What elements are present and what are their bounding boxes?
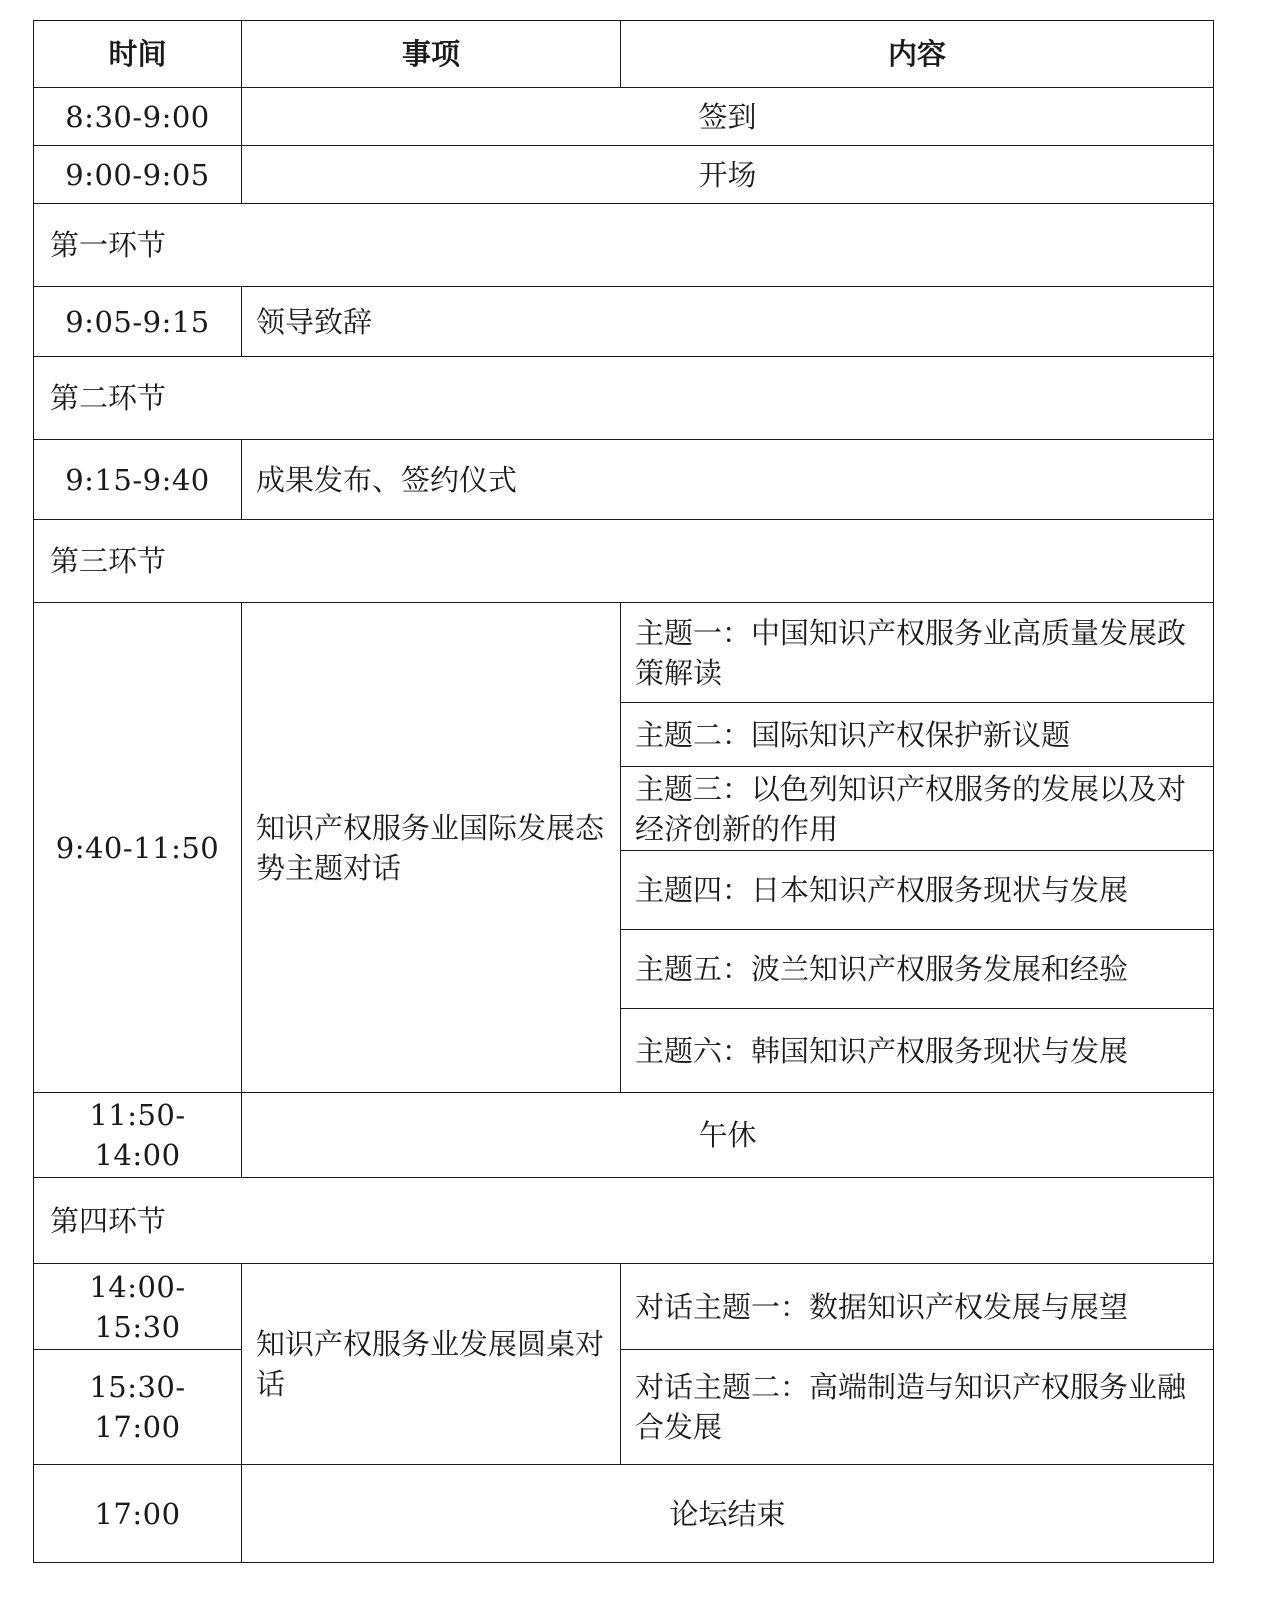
section-row bbox=[34, 204, 1214, 287]
time-cell: 14:00-15:30 bbox=[34, 1264, 242, 1350]
header-time: 时间 bbox=[34, 21, 242, 88]
table-row bbox=[34, 440, 1214, 520]
table-row bbox=[34, 1093, 1214, 1178]
topic-cell: 主题一：中国知识产权服务业高质量发展政策解读 bbox=[621, 603, 1214, 703]
topic-cell: 主题二：国际知识产权保护新议题 bbox=[621, 703, 1214, 767]
item-cell: 知识产权服务业发展圆桌对话 bbox=[242, 1264, 621, 1465]
table-row bbox=[34, 1465, 1214, 1563]
item-cell: 知识产权服务业国际发展态势主题对话 bbox=[242, 603, 621, 1093]
time-cell: 9:05-9:15 bbox=[34, 287, 242, 357]
time-cell: 9:00-9:05 bbox=[34, 146, 242, 204]
table-row bbox=[34, 1350, 1214, 1465]
section-row bbox=[34, 1178, 1214, 1264]
time-cell: 9:40-11:50 bbox=[34, 603, 242, 1093]
topic-cell: 主题六：韩国知识产权服务现状与发展 bbox=[621, 1009, 1214, 1093]
section-title: 第四环节 bbox=[34, 1178, 1214, 1264]
item-cell: 午休 bbox=[242, 1093, 1214, 1178]
item-cell: 论坛结束 bbox=[242, 1465, 1214, 1563]
topic-cell: 对话主题一：数据知识产权发展与展望 bbox=[621, 1264, 1214, 1350]
section-row bbox=[34, 520, 1214, 603]
table-row bbox=[34, 146, 1214, 204]
item-cell: 开场 bbox=[242, 146, 1214, 204]
section-title: 第一环节 bbox=[34, 204, 1214, 287]
time-cell: 8:30-9:00 bbox=[34, 88, 242, 146]
item-cell: 成果发布、签约仪式 bbox=[242, 440, 1214, 520]
time-cell: 17:00 bbox=[34, 1465, 242, 1563]
item-cell: 签到 bbox=[242, 88, 1214, 146]
header-row bbox=[34, 21, 1214, 88]
topic-cell: 主题五：波兰知识产权服务发展和经验 bbox=[621, 930, 1214, 1009]
item-cell: 领导致辞 bbox=[242, 287, 1214, 357]
header-content: 内容 bbox=[621, 21, 1214, 88]
table-row bbox=[34, 88, 1214, 146]
topic-cell: 主题四：日本知识产权服务现状与发展 bbox=[621, 851, 1214, 930]
table-row bbox=[34, 603, 1214, 703]
section-title: 第二环节 bbox=[34, 357, 1214, 440]
agenda-table bbox=[33, 20, 1214, 1563]
header-item: 事项 bbox=[242, 21, 621, 88]
table-row bbox=[34, 287, 1214, 357]
time-cell: 15:30-17:00 bbox=[34, 1350, 242, 1465]
time-cell: 9:15-9:40 bbox=[34, 440, 242, 520]
topic-cell: 主题三：以色列知识产权服务的发展以及对经济创新的作用 bbox=[621, 767, 1214, 851]
topic-cell: 对话主题二：高端制造与知识产权服务业融合发展 bbox=[621, 1350, 1214, 1465]
table-row bbox=[34, 1264, 1214, 1350]
section-title: 第三环节 bbox=[34, 520, 1214, 603]
time-cell: 11:50-14:00 bbox=[34, 1093, 242, 1178]
section-row bbox=[34, 357, 1214, 440]
